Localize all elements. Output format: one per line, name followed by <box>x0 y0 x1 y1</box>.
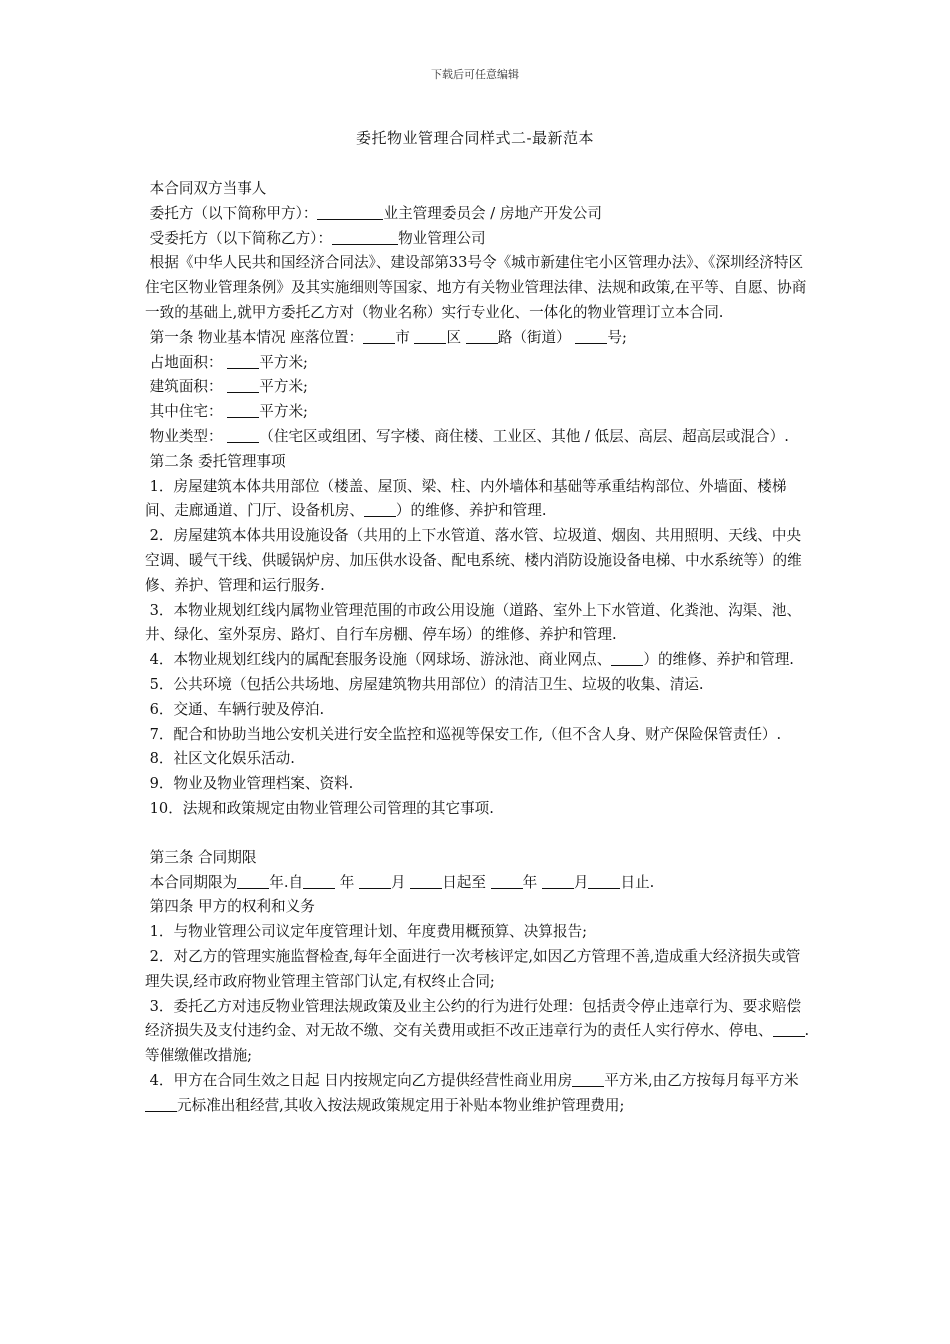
party-a-blank <box>317 203 383 219</box>
article-4-item-2: 2．对乙方的管理实施监督检查,每年全面进行一次考核评定,如因乙方管理不善,造成重大经济损失或管理失误,经市政府物业管理主管部门认定,有权终止合同; <box>145 947 801 990</box>
district-blank <box>414 327 446 343</box>
article-4-item-1: 1．与物业管理公司议定年度管理计划、年度费用概预算、决算报告; <box>145 923 588 941</box>
article-4-item-3: 3．委托乙方对违反物业管理法规政策及业主公约的行为进行处理：包括责令停止违章行为、要求赔偿经济损失及支付违约金、对无故不缴、交有关费用或拒不改正违章行为的责任人实行停水、停电、 .等催缴催改措施; <box>145 997 810 1065</box>
item-1-blank <box>364 501 396 517</box>
end-year-blank <box>491 872 523 888</box>
start-month-blank <box>359 872 391 888</box>
number-blank <box>575 327 607 343</box>
article-4-heading: 第四条 甲方的权利和义务 <box>149 898 315 916</box>
item-3-blank <box>773 1021 805 1037</box>
article-2-item-9: 9．物业及物业管理档案、资料. <box>145 775 354 793</box>
road-blank <box>466 327 498 343</box>
article-2-item-5: 5．公共环境（包括公共场地、房屋建筑物共用部位）的清洁卫生、垃圾的收集、清运. <box>145 675 704 693</box>
building-area-blank <box>227 377 259 393</box>
article-2-item-10: 10．法规和政策规定由物业管理公司管理的其它事项. <box>145 799 494 817</box>
building-area-line: 建筑面积： 平方米; <box>149 378 308 396</box>
spacer <box>145 822 810 846</box>
property-type-blank <box>227 427 259 443</box>
article-2-item-4: 4．本物业规划红线内的属配套服务设施（网球场、游泳池、商业网点、 ）的维修、养护和管理. <box>149 651 794 669</box>
page-header-note: 下载后可任意编辑 <box>431 68 519 81</box>
land-area-line: 占地面积： 平方米; <box>149 353 308 371</box>
party-b-blank <box>332 228 398 244</box>
start-day-blank <box>410 872 442 888</box>
item-4-blank <box>611 650 643 666</box>
article-2-item-7: 7．配合和协助当地公安机关进行安全监控和巡视等保安工作,（但不含人身、财产保险保管责任）. <box>145 725 782 743</box>
article-4-item-4: 4．甲方在合同生效之日起 日内按规定向乙方提供经营性商业用房 平方米,由乙方按每月每平方米元标准出租经营,其收入按法规政策规定用于补贴本物业维护管理费用; <box>145 1069 810 1119</box>
end-month-blank <box>542 872 574 888</box>
contract-term-line: 本合同期限为 年.自 年 月 日起至 年 月 日止. <box>149 873 655 891</box>
article-3-heading: 第三条 合同期限 <box>149 848 257 866</box>
contract-body <box>145 177 810 1118</box>
residential-area-blank <box>227 402 259 418</box>
article-2-item-2: 2．房屋建筑本体共用设施设备（共用的上下水管道、落水管、垃圾道、烟囱、共用照明、天线、中央空调、暖气干线、供暖锅炉房、加压供水设备、配电系统、楼内消防设施设备电梯、中水系统等）的维修、养护、管理和运行服务. <box>145 527 802 594</box>
parties-heading: 本合同双方当事人 <box>149 180 267 197</box>
article-1-heading: 第一条 物业基本情况 座落位置： 市 区 路（街道） 号; <box>149 328 627 346</box>
party-a-line: 委托方（以下简称甲方）： 业主管理委员会 / 房地产开发公司 <box>149 204 602 222</box>
article-2-item-3: 3．本物业规划红线内属物业管理范围的市政公用设施（道路、室外上下水管道、化粪池、沟渠、池、井、绿化、室外泵房、路灯、自行车房棚、停车场）的维修、养护和管理. <box>145 601 802 644</box>
commercial-area-blank <box>572 1071 604 1087</box>
land-area-blank <box>227 352 259 368</box>
end-day-blank <box>588 872 620 888</box>
rent-rate-blank <box>145 1095 177 1111</box>
term-years-blank <box>237 872 269 888</box>
document-title: 委托物业管理合同样式二-最新范本 <box>355 129 595 147</box>
article-2-item-6: 6．交通、车辆行驶及停泊. <box>145 700 325 718</box>
start-year-blank <box>303 872 335 888</box>
article-2-heading: 第二条 委托管理事项 <box>149 452 286 470</box>
article-2-item-1: 1．房屋建筑本体共用部位（楼盖、屋顶、梁、柱、内外墙体和基础等承重结构部位、外墙面、楼梯间、走廊通道、门厅、设备机房、 ）的维修、养护和管理. <box>145 477 787 520</box>
basis-paragraph: 根据《中华人民共和国经济合同法》、建设部第33号令《城市新建住宅小区管理办法》、《深圳经济特区住宅区物业管理条例》及其实施细则等国家、地方有关物业管理法律、法规和政策,在平等、自愿、协商一致的基础上,就甲方委托乙方对（物业名称）实行专业化、一体化的物业管理订立本合同. <box>145 254 807 321</box>
party-b-line: 受委托方（以下简称乙方）： 物业管理公司 <box>149 229 486 247</box>
city-blank <box>363 327 395 343</box>
residential-area-line: 其中住宅： 平方米; <box>149 403 308 421</box>
property-type-line: 物业类型： （住宅区或组团、写字楼、商住楼、工业区、其他 / 低层、高层、超高层或混合）. <box>149 427 789 445</box>
article-2-item-8: 8．社区文化娱乐活动. <box>145 750 295 768</box>
